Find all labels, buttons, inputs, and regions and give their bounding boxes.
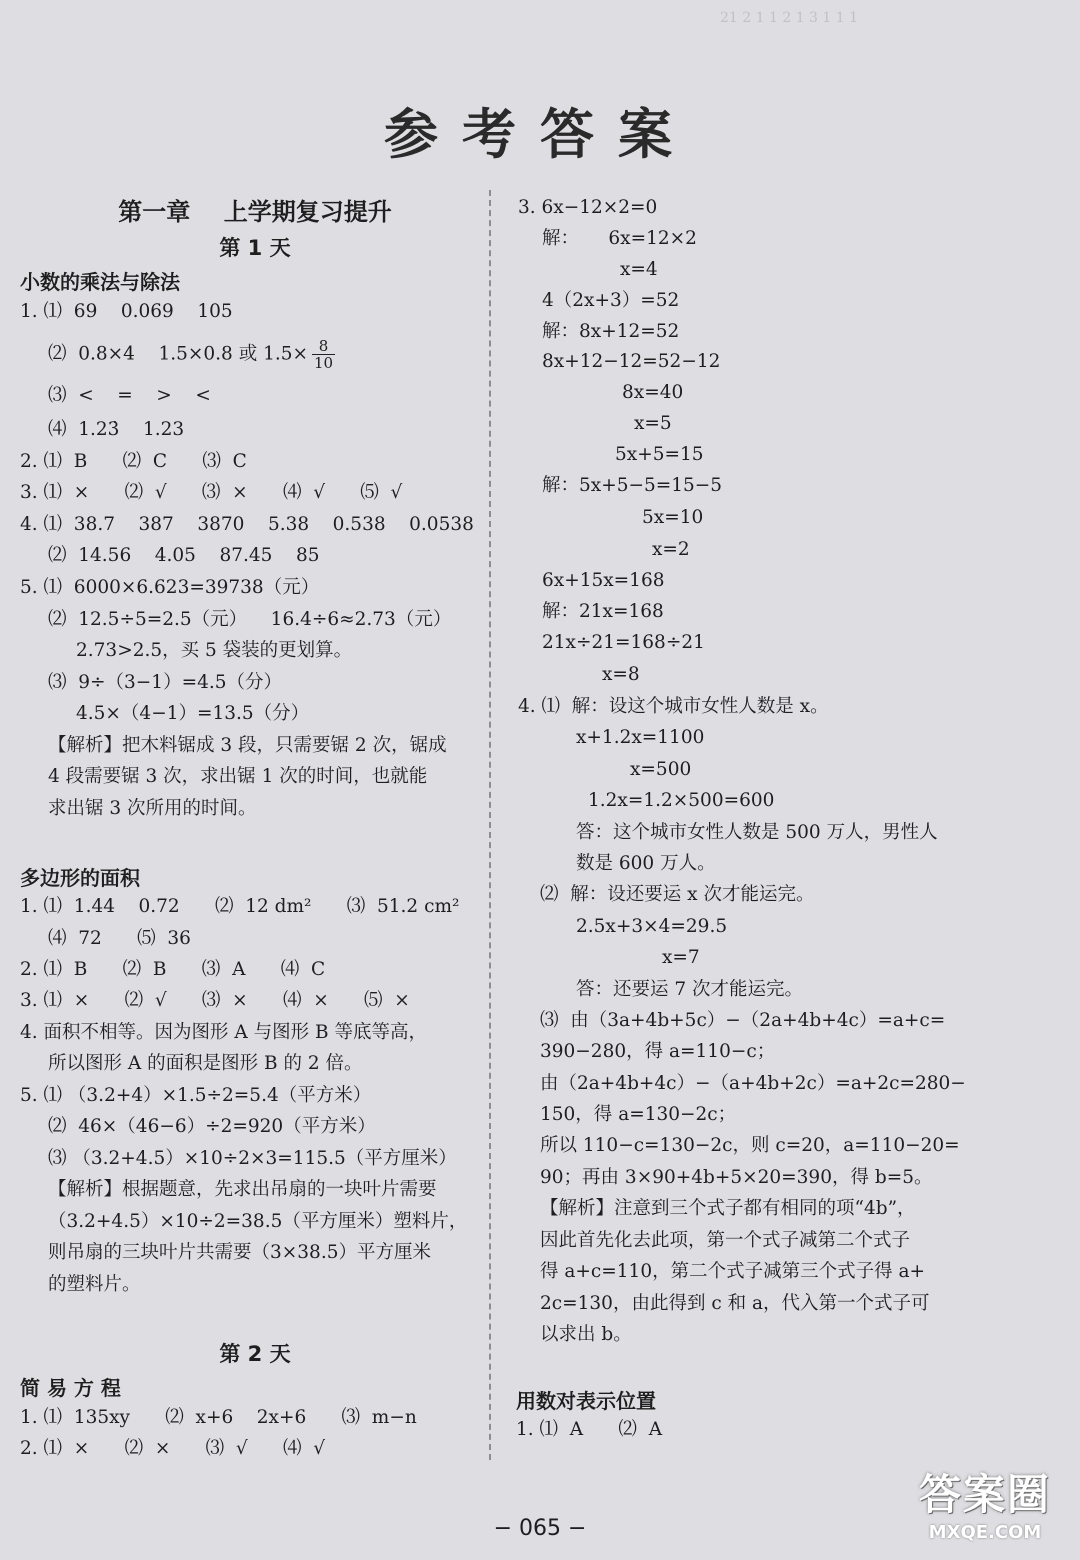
answer-line: 解：21x=168 [542,601,664,622]
answer-line: x+1.2x=1100 [576,727,705,748]
answer-line: 4. 面积不相等。因为图形 A 与图形 B 等底等高， [20,1022,428,1043]
fraction: $\frac{8}{10}$ [314,337,334,372]
answer-line: ⑷ 1.23̇ 1.23 [48,419,185,440]
analysis-line: 以求出 b。 [540,1324,632,1345]
answer-line: 答：这个城市女性人数是 500 万人，男性人 [576,822,938,843]
answer-line: 6x+15x=168 [542,570,665,591]
answer-line: x=8 [602,664,640,685]
answer-line: 90；再由 3×90+4b+5×20=390，得 b=5。 [540,1167,933,1188]
answer-line: 390−280，得 a=110−c； [540,1041,776,1062]
answer-line: 1. ⑴ 69 0.069 105 [20,301,233,322]
answer-line: 所以 110−c=130−2c，则 c=20，a=110−20= [540,1135,960,1156]
analysis-line: 因此首先化去此项，第一个式子减第二个式子 [540,1230,911,1251]
answer-line: 所以图形 A 的面积是图形 B 的 2 倍。 [48,1053,363,1074]
answer-line: ⑶ < = > < [48,385,211,406]
column-divider [489,190,491,1460]
answer-line: ⑷ 72 ⑸ 36 [48,928,191,949]
answer-line: 4（2x+3）=52 [542,290,680,311]
answer-line: ⑶ 由（3a+4b+5c）−（2a+4b+4c）=a+c= [540,1010,946,1031]
section-heading: 简 易 方 程 [20,1376,121,1400]
watermark-url: MXQE.COM [928,1522,1042,1543]
answer-line: 解：5x+5−5=15−5 [542,475,723,496]
answer-line: 2.73>2.5，买 5 袋装的更划算。 [76,640,353,661]
answer-line: ⑵ 14.56 4.05 87.45 85 [48,545,320,566]
analysis-line: 【解析】把木料锯成 3 段，只需要锯 2 次，锯成 [48,735,447,756]
answer-line: x=4 [620,259,658,280]
section-heading: 小数的乘法与除法 [20,270,180,294]
answer-line: 数是 600 万人。 [576,853,716,874]
day-heading: 第 2 天 [219,1342,291,1366]
analysis-line: 得 a+c=110，第二个式子减第三个式子得 a+ [540,1261,925,1282]
section-heading: 用数对表示位置 [516,1389,656,1413]
answer-line: 4.5×（4−1）=13.5（分） [76,703,310,724]
answer-line: x=5 [634,413,672,434]
answer-line: 由（2a+4b+4c）−（a+4b+2c）=a+2c=280− [540,1073,966,1094]
faint-header-text: 21 2 1 1 2 1 3 1 1 1 [720,10,859,26]
answer-line: ⑵ 0.8×4 1.5×0.8 或 1.5× $\frac{8}{10}$ [48,337,334,372]
analysis-line: 【解析】注意到三个式子都有相同的项“4b”， [540,1198,916,1219]
answer-line: ⑵ 12.5÷5=2.5（元） 16.4÷6≈2.73（元） [48,609,452,630]
answer-line: ⑵ 46×（46−6）÷2=920（平方米） [48,1116,376,1137]
answer-line: 2.5x+3×4=29.5 [576,916,728,937]
answer-line: x=2 [652,539,690,560]
answer-line: 4. ⑴ 38.7 387 3870 5.38 0.538 0.0538 [20,514,474,535]
chapter-heading: 第一章 上学期复习提升 [118,198,392,226]
answer-line: x=7 [662,947,700,968]
analysis-line: （3.2+4.5）×10÷2=38.5（平方厘米）塑料片， [48,1211,468,1232]
answer-line: 1. ⑴ A ⑵ A [516,1419,663,1440]
answer-line: 解：8x+12=52 [542,321,680,342]
analysis-line: 2c=130，由此得到 c 和 a，代入第一个式子可 [540,1293,930,1314]
analysis-line: 4 段需要锯 3 次，求出锯 1 次的时间，也就能 [48,766,428,787]
answer-line: ⑵ 解：设还要运 x 次才能运完。 [540,884,815,905]
day-heading: 第 1 天 [219,236,291,260]
answer-line: 1. ⑴ 1.44 0.72 ⑵ 12 dm² ⑶ 51.2 cm² [20,896,460,917]
watermark-text: 答案圈 [918,1470,1051,1519]
answer-line: 5. ⑴ （3.2+4）×1.5÷2=5.4（平方米） [20,1085,372,1106]
answer-line: 答：还要运 7 次才能运完。 [576,979,804,1000]
answer-line: ⑶ 9÷（3−1）=4.5（分） [48,672,282,693]
answer-line: 2. ⑴ B ⑵ B ⑶ A ⑷ C [20,959,326,980]
answer-line: 1.2x=1.2×500=600 [588,790,775,811]
answer-line: 8x=40 [622,382,684,403]
answer-line: 5x+5=15 [615,444,704,465]
answer-line: 5x=10 [642,507,704,528]
answer-line: 2. ⑴ B ⑵ C ⑶ C [20,451,247,472]
watermark-logo [900,1462,1070,1556]
answer-line: ⑶ （3.2+4.5）×10÷2×3=115.5（平方厘米） [48,1148,457,1169]
answer-line: 1. ⑴ 135xy ⑵ x+6 2x+6 ⑶ m−n [20,1407,417,1428]
analysis-line: 则吊扇的三块叶片共需要（3×38.5）平方厘米 [48,1242,431,1263]
answer-line: 150，得 a=130−2c； [540,1104,737,1125]
answer-line: 5. ⑴ 6000×6.623=39738（元） [20,577,320,598]
answer-line: x=500 [630,759,692,780]
section-heading: 多边形的面积 [20,866,140,890]
answer-line: 21x÷21=168÷21 [542,632,705,653]
answer-line: 8x+12−12=52−12 [542,351,721,372]
page-number: − 065 − [493,1516,587,1541]
analysis-line: 【解析】根据题意，先求出吊扇的一块叶片需要 [48,1179,437,1200]
analysis-line: 求出锯 3 次所用的时间。 [48,798,257,819]
answer-line: 2. ⑴ × ⑵ × ⑶ √ ⑷ √ [20,1438,326,1459]
answer-line: 解： 6x=12×2 [542,228,697,249]
answer-line: 3. ⑴ × ⑵ √ ⑶ × ⑷ √ ⑸ √ [20,482,403,503]
answer-line: 3. ⑴ × ⑵ √ ⑶ × ⑷ × ⑸ × [20,990,410,1011]
answer-line: 4. ⑴ 解：设这个城市女性人数是 x。 [518,696,829,717]
answer-line: 3. 6x−12×2=0 [518,197,658,218]
analysis-line: 的塑料片。 [48,1274,141,1295]
page-title: 参考答案 [384,103,696,166]
